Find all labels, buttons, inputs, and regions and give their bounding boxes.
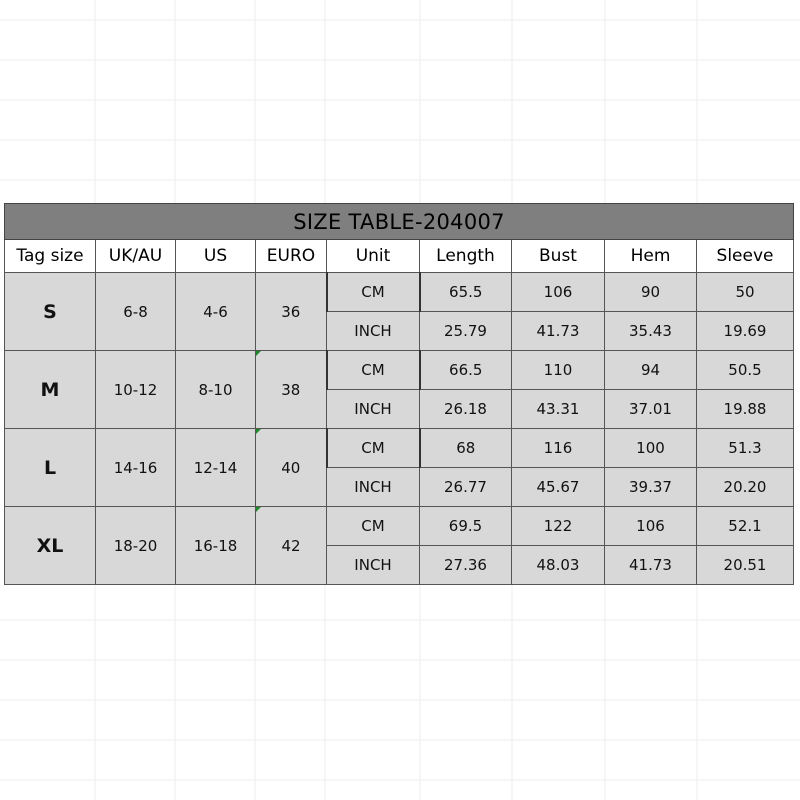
bust-cell: 41.73 bbox=[512, 312, 605, 351]
euro-cell bbox=[256, 351, 327, 429]
unit-cell: INCH bbox=[327, 546, 420, 585]
length-cell: 26.77 bbox=[420, 468, 512, 507]
sleeve-cell: 19.69 bbox=[697, 312, 794, 351]
sleeve-cell: 20.20 bbox=[697, 468, 794, 507]
length-cell: 26.18 bbox=[420, 390, 512, 429]
hem-cell: 94 bbox=[605, 351, 697, 390]
bust-cell: 45.67 bbox=[512, 468, 605, 507]
title-row bbox=[5, 204, 794, 240]
hem-cell: 100 bbox=[605, 429, 697, 468]
header-us: US bbox=[176, 240, 256, 273]
us-cell: 16-18 bbox=[176, 507, 256, 585]
euro-value: 42 bbox=[281, 536, 301, 555]
sleeve-cell: 50.5 bbox=[697, 351, 794, 390]
sleeve-cell: 51.3 bbox=[697, 429, 794, 468]
hem-cell: 37.01 bbox=[605, 390, 697, 429]
cell-marker-icon bbox=[256, 507, 261, 512]
header-bust: Bust bbox=[512, 240, 605, 273]
uk-au-cell: 6-8 bbox=[96, 273, 176, 351]
unit-cell: CM bbox=[327, 273, 420, 312]
tag-size-cell: M bbox=[5, 351, 96, 429]
uk-au-cell: 18-20 bbox=[96, 507, 176, 585]
length-cell: 69.5 bbox=[420, 507, 512, 546]
bust-cell: 106 bbox=[512, 273, 605, 312]
length-cell: 66.5 bbox=[420, 351, 512, 390]
unit-cell: CM bbox=[327, 429, 420, 468]
euro-value: 36 bbox=[281, 302, 301, 321]
uk-au-cell: 14-16 bbox=[96, 429, 176, 507]
us-cell: 8-10 bbox=[176, 351, 256, 429]
tag-size-cell: S bbox=[5, 273, 96, 351]
bust-cell: 116 bbox=[512, 429, 605, 468]
length-cell: 68 bbox=[420, 429, 512, 468]
length-cell: 25.79 bbox=[420, 312, 512, 351]
header-row bbox=[5, 240, 794, 273]
header-tag-size: Tag size bbox=[5, 240, 96, 273]
header-hem: Hem bbox=[605, 240, 697, 273]
length-cell: 65.5 bbox=[420, 273, 512, 312]
sleeve-cell: 20.51 bbox=[697, 546, 794, 585]
euro-value: 38 bbox=[281, 380, 301, 399]
table-row-xl-cm bbox=[5, 507, 794, 546]
hem-cell: 106 bbox=[605, 507, 697, 546]
bust-cell: 122 bbox=[512, 507, 605, 546]
unit-cell: INCH bbox=[327, 312, 420, 351]
cell-marker-icon bbox=[256, 429, 261, 434]
tag-size-cell: XL bbox=[5, 507, 96, 585]
unit-cell: CM bbox=[327, 351, 420, 390]
euro-cell bbox=[256, 429, 327, 507]
unit-cell: INCH bbox=[327, 390, 420, 429]
sleeve-cell: 52.1 bbox=[697, 507, 794, 546]
bust-cell: 43.31 bbox=[512, 390, 605, 429]
table-row-m-cm bbox=[5, 351, 794, 390]
us-cell: 4-6 bbox=[176, 273, 256, 351]
header-euro: EURO bbox=[256, 240, 327, 273]
euro-cell bbox=[256, 507, 327, 585]
sleeve-cell: 19.88 bbox=[697, 390, 794, 429]
hem-cell: 41.73 bbox=[605, 546, 697, 585]
hem-cell: 39.37 bbox=[605, 468, 697, 507]
hem-cell: 35.43 bbox=[605, 312, 697, 351]
bust-cell: 110 bbox=[512, 351, 605, 390]
header-length: Length bbox=[420, 240, 512, 273]
length-cell: 27.36 bbox=[420, 546, 512, 585]
tag-size-cell: L bbox=[5, 429, 96, 507]
unit-cell: INCH bbox=[327, 468, 420, 507]
table-title: SIZE TABLE-204007 bbox=[5, 204, 794, 240]
euro-cell bbox=[256, 273, 327, 351]
header-unit: Unit bbox=[327, 240, 420, 273]
hem-cell: 90 bbox=[605, 273, 697, 312]
header-sleeve: Sleeve bbox=[697, 240, 794, 273]
sleeve-cell: 50 bbox=[697, 273, 794, 312]
uk-au-cell: 10-12 bbox=[96, 351, 176, 429]
bust-cell: 48.03 bbox=[512, 546, 605, 585]
table-row-s-cm bbox=[5, 273, 794, 312]
cell-marker-icon bbox=[256, 351, 261, 356]
euro-value: 40 bbox=[281, 458, 301, 477]
table-row-l-cm bbox=[5, 429, 794, 468]
size-table bbox=[4, 203, 794, 585]
us-cell: 12-14 bbox=[176, 429, 256, 507]
header-uk-au: UK/AU bbox=[96, 240, 176, 273]
unit-cell: CM bbox=[327, 507, 420, 546]
